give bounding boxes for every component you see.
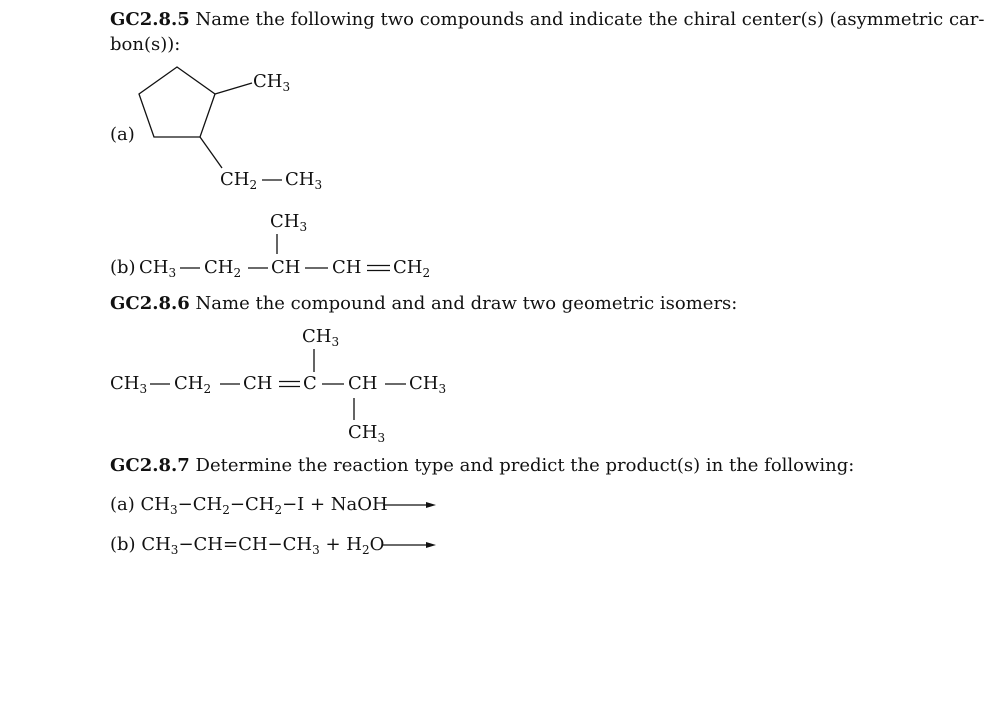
part-a-ch3-end: $CH_3$ xyxy=(285,169,323,192)
part-a-ch3-top: $CH_3$ xyxy=(253,71,291,94)
gc287-text: Determine the reaction type and predict the product(s) in the following: xyxy=(195,455,855,476)
gc285-text-line1: Name the following two compounds and indicate the chiral center(s) (asymmetric car- xyxy=(195,9,985,30)
gc287-label: GC2.8.7 xyxy=(110,455,190,476)
part-b-ch2: $CH_2$ xyxy=(204,257,242,280)
cyclopentane-ring xyxy=(139,67,215,137)
gc285-label: GC2.8.5 xyxy=(110,9,190,30)
gc286-ch3: $CH_3$ xyxy=(110,373,148,396)
gc286-label: GC2.8.6 xyxy=(110,293,190,314)
part-b-label: (b) xyxy=(110,257,136,278)
reaction-a: (a) $CH_3-CH_2-CH_2-I$ + NaOH xyxy=(110,494,388,517)
bond-ring-ethyl xyxy=(200,137,222,168)
part-b-ch3-top: $CH_3$ xyxy=(270,211,308,234)
part-b-ch3: $CH_3$ xyxy=(139,257,177,280)
part-a-label: (a) xyxy=(110,124,135,145)
gc287-heading xyxy=(110,455,854,477)
gc286-text: Name the compound and and draw two geometric isomers: xyxy=(195,293,738,314)
bond-ring-ch3 xyxy=(215,83,252,94)
gc286-c: C xyxy=(303,373,317,394)
gc286-ch3-bottom: $CH_3$ xyxy=(348,422,386,445)
gc285-heading-line2: bon(s)): xyxy=(110,34,181,55)
part-a-ch2: $CH_2$ xyxy=(220,169,258,192)
gc286-ch3-top: $CH_3$ xyxy=(302,326,340,349)
reaction-b: (b) $CH_3-CH=CH-CH_3 + H_2O$ xyxy=(110,534,385,557)
gc286-ch2: $CH_2$ xyxy=(174,373,212,396)
gc286-heading xyxy=(110,293,737,315)
part-b-ch: CH xyxy=(271,257,301,278)
arrow-b-head xyxy=(426,542,436,548)
arrow-a-head xyxy=(426,502,436,508)
gc286-ch3-end: $CH_3$ xyxy=(409,373,447,396)
part-b-ch2-end: $CH_2$ xyxy=(393,257,431,280)
gc286-ch-right: CH xyxy=(348,373,378,394)
gc286-ch: CH xyxy=(243,373,273,394)
part-b-ch-alkene: CH xyxy=(332,257,362,278)
